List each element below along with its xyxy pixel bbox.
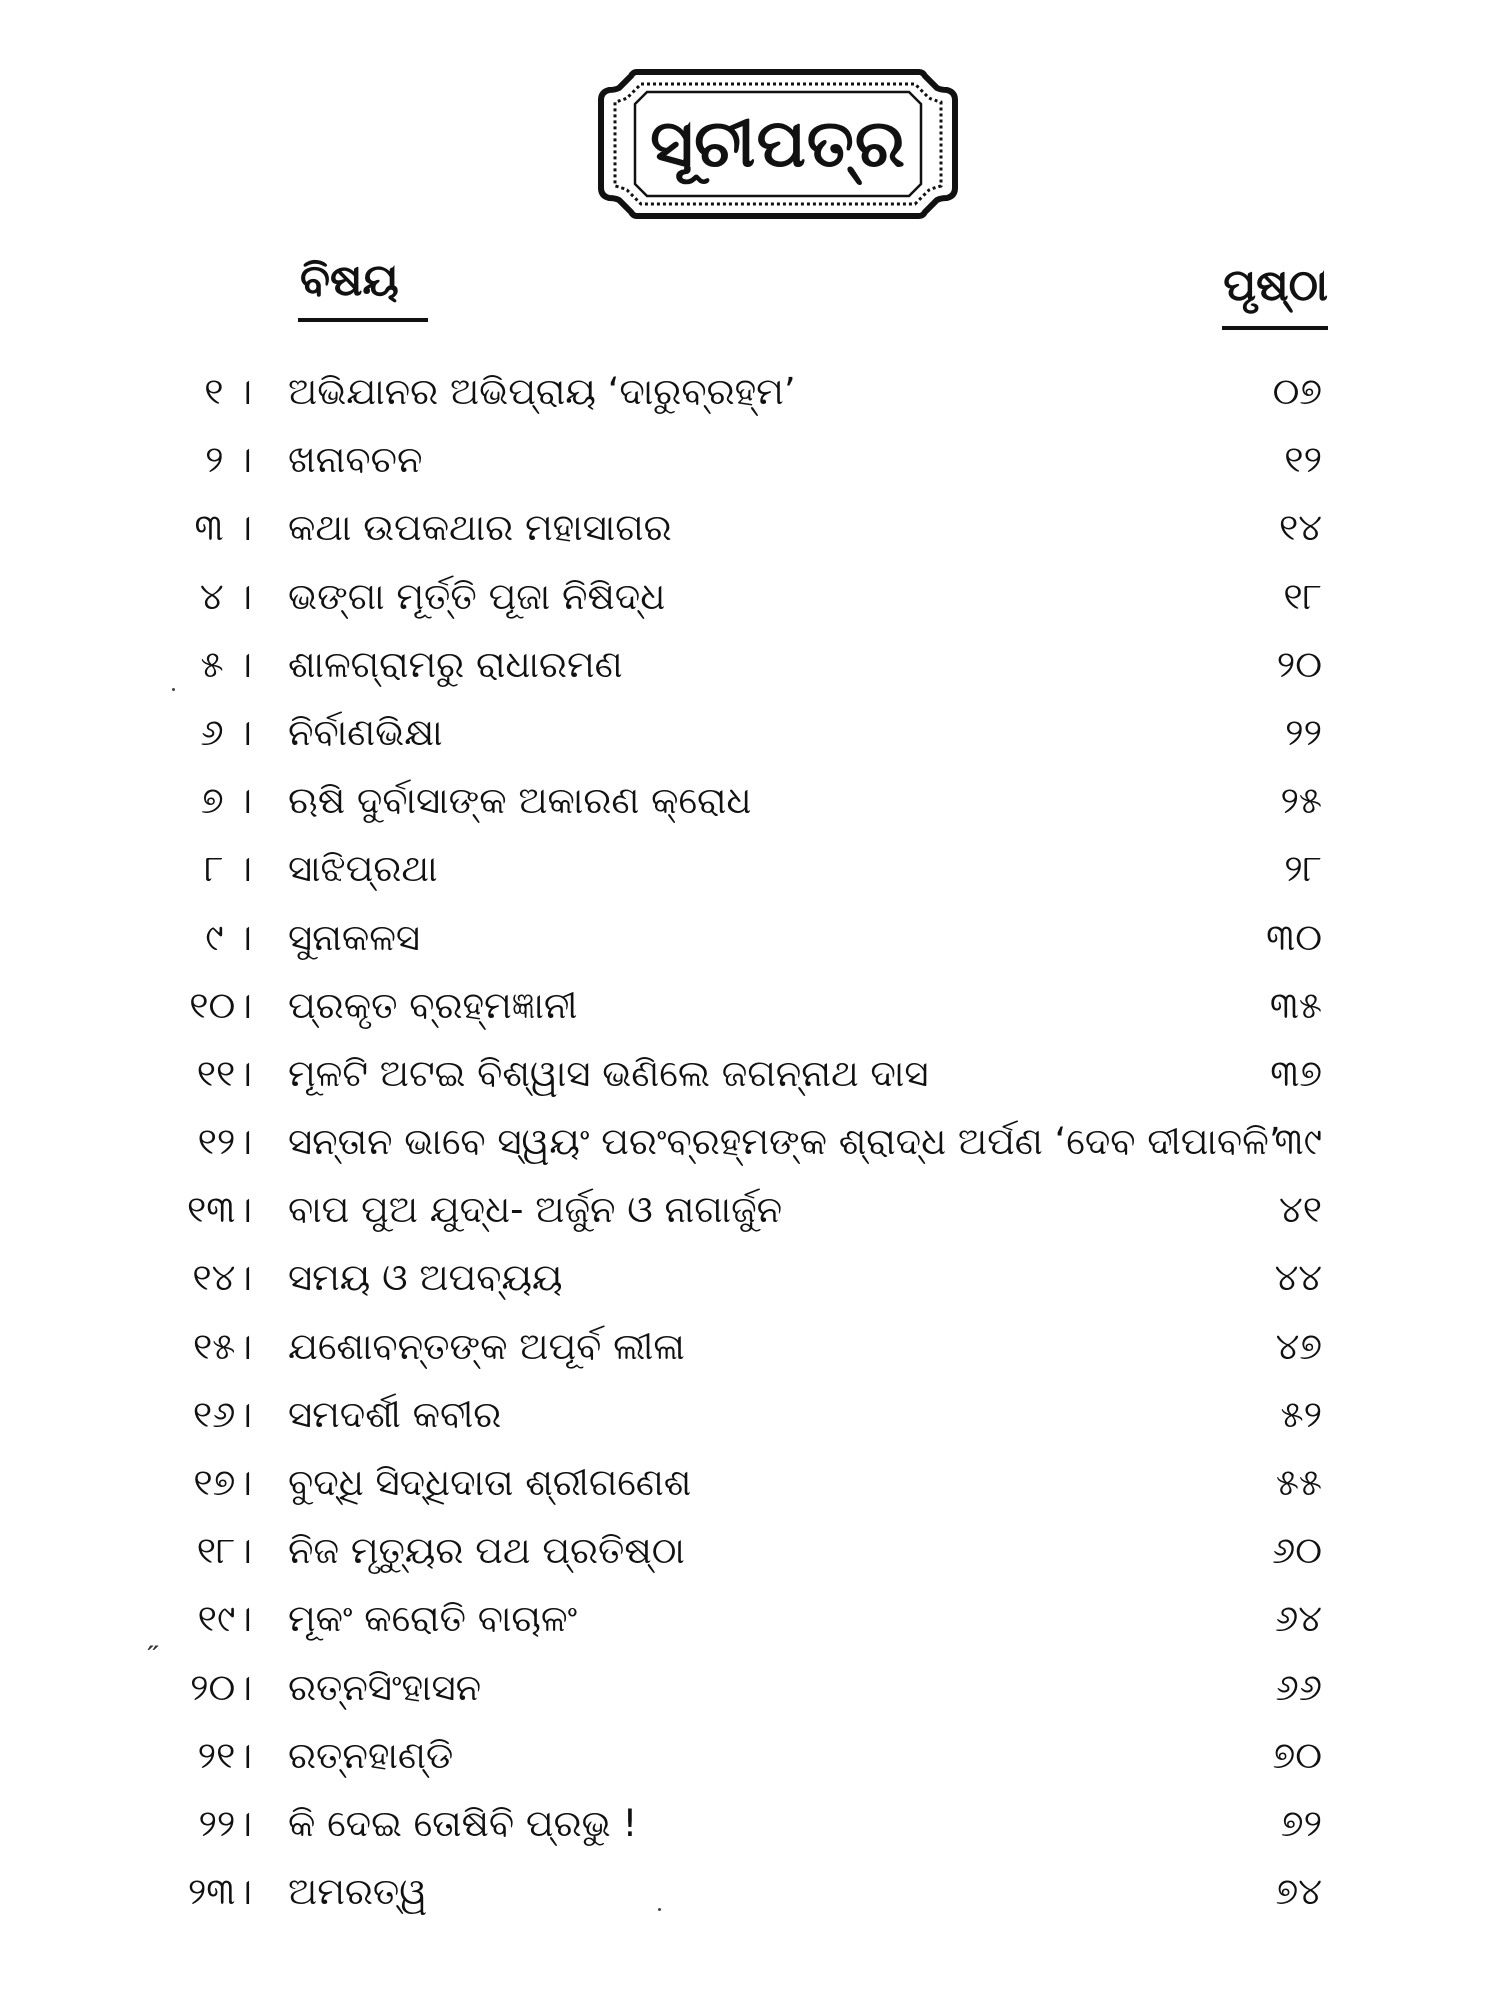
entry-title: କଥା ଉପକଥାର ମହାସାଗର [288,506,672,550]
entry-page: ୧୨ [1284,438,1322,482]
entry-title: ରତ୍ନହାଣ୍ଡି [288,1733,454,1777]
toc-entry [0,1313,1500,1381]
entry-number: ୧୯। [197,1597,252,1641]
entry-page: ୩୫ [1269,983,1322,1027]
stray-print-mark: ˶ [148,1627,158,1662]
entry-page: ୭୨ [1280,1801,1322,1845]
entry-page: ୪୧ [1279,1188,1322,1232]
subject-header-underline [298,318,428,322]
entry-page: ୫୫ [1275,1461,1322,1504]
toc-entry [0,699,1500,767]
toc-entry [0,972,1500,1040]
page-title: ସୂଚୀପତ୍ର [650,104,906,182]
entry-page: ୦୭ [1272,370,1322,413]
entry-title: ମୂକଂ କରୋତି ବାଚାଳଂ [288,1597,578,1641]
toc-entry [0,1108,1500,1176]
entry-number: ୧୦। [189,983,252,1027]
entry-number: ୭ । [200,779,252,823]
entry-number: ୯ । [205,915,252,959]
entry-title: ସନ୍ତାନ ଭାବେ ସ୍ୱୟଂ ପରଂବ୍ରହ୍ମଙ୍କ ଶ୍ରାଦ୍ଧ ଅର୍ପଣ ‘ଦେବ ଦୀପାବଳି’ [288,1120,1281,1164]
toc-entry [0,1722,1500,1790]
entry-title: ଅମରତ୍ୱ [288,1870,428,1914]
entry-title: ସମଦର୍ଶୀ କବୀର [288,1392,502,1436]
entry-number: ୧ । [204,370,252,413]
entry-page: ୭୪ [1275,1870,1322,1914]
entry-title: ନିର୍ବାଣଭିକ୍ଷା [288,710,443,754]
entry-title: ପ୍ରକୃତ ବ୍ରହ୍ମଜ୍ଞାନୀ [288,983,578,1027]
entry-page: ୪୪ [1274,1256,1322,1300]
entry-number: ୫ । [200,642,252,686]
entry-number: ୧୨। [197,1120,252,1164]
paper-speck [658,1908,661,1911]
entry-page: ୩୯ [1274,1120,1322,1164]
entry-number: ୨୩। [187,1870,252,1914]
entry-number: ୧୩। [186,1188,252,1232]
entry-title: ସୁନାକଳସ [288,915,421,959]
toc-entry [0,1654,1500,1722]
toc-entry [0,1381,1500,1449]
toc-entry [0,1585,1500,1653]
entry-number: ୧୬। [192,1392,252,1436]
toc-entry [0,631,1500,699]
entry-page: ୧୪ [1279,506,1322,550]
entry-page: ୨୦ [1276,642,1322,686]
entry-number: ୧୮। [196,1529,252,1573]
title-cartouche [597,68,959,220]
entry-title: ମୂଳଟି ଅଟଇ ବିଶ୍ୱାସ ଭଣିଲେ ଜଗନ୍ନାଥ ଦାସ [288,1051,929,1095]
page-header-underline [1222,326,1328,330]
toc-entry [0,1040,1500,1108]
entry-page: ୬୪ [1275,1597,1322,1641]
entry-number: ୨୨। [198,1801,252,1845]
toc-entry [0,1176,1500,1244]
entry-number: ୮ । [204,847,252,891]
entry-page: ୩୦ [1266,915,1322,959]
subject-column-header: ବିଷୟ [300,255,399,306]
toc-entry [0,1244,1500,1312]
entry-page: ୭୦ [1272,1733,1322,1777]
entry-title: ଯଶୋବନ୍ତଙ୍କ ଅପୂର୍ବ ଲୀଳା [288,1324,685,1368]
entry-title: ସମୟ ଓ ଅପବ୍ୟୟ [288,1256,563,1300]
toc-entry [0,1449,1500,1517]
entry-title: ଖନାବଚନ [288,438,423,482]
entry-title: କି ଦେଇ ତୋଷିବି ପ୍ରଭୁ ! [288,1801,638,1845]
entry-page: ୧୮ [1283,574,1322,618]
paper-speck [172,688,175,691]
toc-entry [0,426,1500,494]
entry-page: ୨୨ [1285,710,1322,754]
entry-number: ୧୧। [196,1051,252,1095]
entry-number: ୨ । [205,438,252,482]
entry-number: ୨୦। [190,1665,252,1709]
entry-title: ଭଙ୍ଗା ମୂର୍ତ୍ତି ପୂଜା ନିଷିଦ୍ଧ [288,574,666,618]
toc-entry [0,904,1500,972]
entry-title: ଋଷି ଦୁର୍ବାସାଙ୍କ ଅକାରଣ କ୍ରୋଧ [288,779,752,823]
entry-number: ୨୧। [197,1733,252,1777]
entry-number: ୩ । [194,506,252,550]
toc-entry [0,835,1500,903]
entry-title: ଶାଳଗ୍ରାମରୁ ରାଧାରମଣ [288,642,623,686]
entry-title: ରତ୍ନସିଂହାସନ [288,1665,482,1709]
entry-number: ୪ । [199,574,252,618]
entry-page: ୫୨ [1280,1392,1322,1436]
entry-page: ୨୫ [1280,779,1322,823]
page-column-header: ପୃଷ୍ଠା [1223,260,1328,311]
toc-entry [0,563,1500,631]
toc-entry [0,358,1500,426]
entry-title: ବୁଦ୍ଧି ସିଦ୍ଧିଦାତା ଶ୍ରୀଗଣେଶ [288,1461,692,1504]
entry-page: ୬୦ [1271,1529,1322,1573]
entry-title: ଅଭିଯାନର ଅଭିପ୍ରାୟ ‘ଦାରୁବ୍ରହ୍ମ’ [288,370,796,413]
entry-page: ୬୬ [1275,1665,1322,1709]
toc-entry [0,1517,1500,1585]
entry-number: ୧୫। [192,1324,252,1368]
entry-number: ୧୪। [192,1256,252,1300]
toc-entry [0,767,1500,835]
entry-page: ୨୮ [1284,847,1322,891]
entry-title: ନିଜ ମୃତ୍ୟୁର ପଥ ପ୍ରତିଷ୍ଠା [288,1529,685,1573]
toc-entry [0,494,1500,562]
entry-page: ୪୭ [1275,1324,1322,1368]
toc-entry [0,1790,1500,1858]
table-of-contents [0,358,1500,1926]
entry-number: ୬ । [200,710,252,754]
entry-page: ୩୭ [1270,1051,1322,1095]
entry-number: ୧୭। [193,1461,252,1504]
entry-title: ବାପ ପୁଅ ଯୁଦ୍ଧ- ଅର୍ଜୁନ ଓ ନାଗାର୍ଜୁନ [288,1188,783,1232]
entry-title: ସାଝିପ୍ରଥା [288,847,438,891]
toc-entry [0,1858,1500,1926]
